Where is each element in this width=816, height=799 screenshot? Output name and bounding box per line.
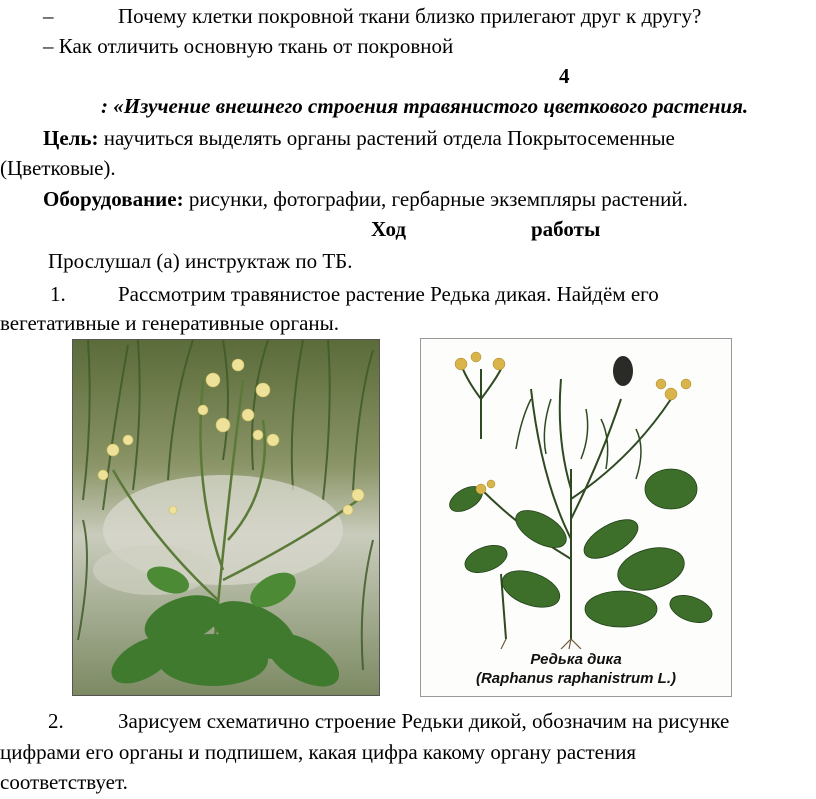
step-2-text: Зарисуем схематично строение Редьки дикой, обозначим на рисунке (118, 709, 730, 733)
radish-photo (72, 339, 380, 696)
goal-label: Цель: (43, 126, 99, 150)
step-2-cont-1: цифрами его органы и подпишем, какая цифра какому органу растения (0, 740, 637, 764)
equipment-line (43, 186, 688, 213)
question-1: Почему клетки покровной ткани близко прилегают друг к другу? (118, 4, 702, 28)
briefing-line: Прослушал (а) инструктаж по ТБ. (48, 249, 353, 273)
illustration-caption-name: Редька дика (530, 651, 622, 668)
equipment-label: Оборудование: (43, 187, 184, 211)
step-2-cont-2: соответствует. (0, 770, 128, 794)
radish-illustration-drawing (421, 339, 731, 649)
goal-text: научиться выделять органы растений отдела Покрытосеменные (98, 126, 675, 150)
step-1-cont: вегетативные и генеративные органы. (0, 311, 339, 335)
question-1-dash: – (43, 4, 54, 28)
goal-text-cont: (Цветковые). (0, 156, 116, 180)
progress-word-1: Ход (371, 217, 407, 241)
equipment-text: рисунки, фотографии, гербарные экземпляры растений. (183, 187, 688, 211)
lab-title: : «Изучение внешнего строения травянистого цветкового растения. (101, 94, 749, 118)
radish-photo-drawing (73, 340, 379, 695)
lab-number: 4 (559, 64, 570, 88)
step-1-text: Рассмотрим травянистое растение Редька дикая. Найдём его (118, 282, 659, 306)
step-2-number: 2. (48, 709, 64, 733)
illustration-caption-latin: (Raphanus raphanistrum L.) (475, 670, 677, 687)
question-2: – Как отличить основную ткань от покровной (43, 34, 454, 58)
progress-word-2: работы (531, 217, 601, 241)
radish-illustration (420, 338, 732, 697)
step-1-number: 1. (50, 282, 66, 306)
goal-line (43, 125, 675, 152)
